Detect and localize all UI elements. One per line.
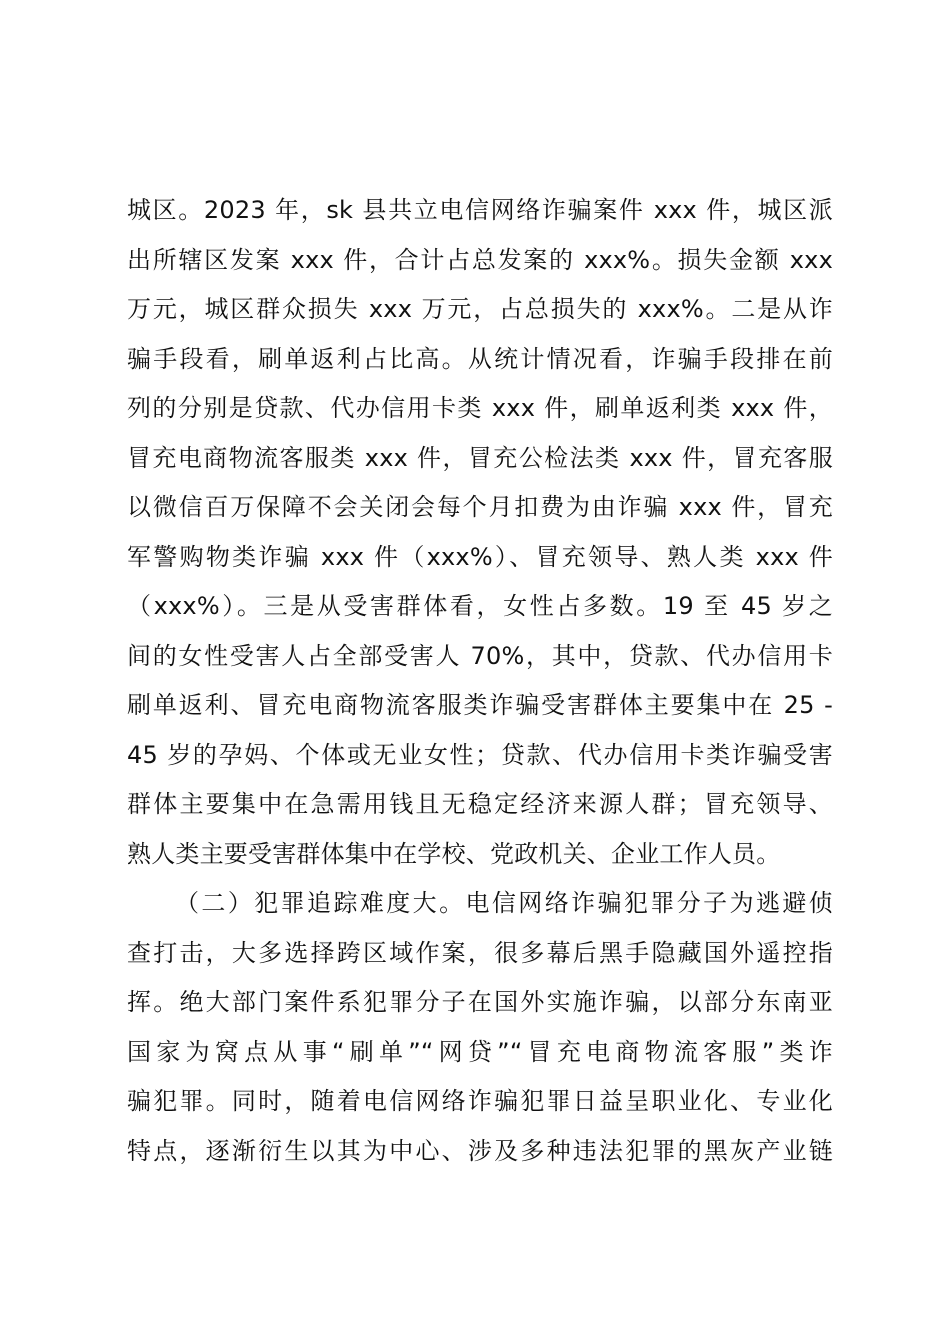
text-line: 列的分别是贷款、代办信用卡类 xxx 件，刷单返利类 xxx 件，: [127, 394, 833, 422]
text-line: 45 岁的孕妈、个体或无业女性；贷款、代办信用卡类诈骗受害: [127, 740, 833, 769]
text-line: 万元，城区群众损失 xxx 万元，占总损失的 xxx%。二是从诈: [127, 295, 833, 323]
text-line: 查打击，大多选择跨区域作案，很多幕后黑手隐藏国外遥控指: [127, 938, 833, 967]
text-line: 城区。2023 年，sk 县共立电信网络诈骗案件 xxx 件，城区派: [127, 196, 833, 224]
text-line: 国家为窝点从事“刷单”“网贷”“冒充电商物流客服”类诈: [127, 1037, 833, 1066]
text-line: 挥。绝大部门案件系犯罪分子在国外实施诈骗，以部分东南亚: [127, 988, 833, 1016]
text-line: 间的女性受害人占全部受害人 70%，其中，贷款、代办信用卡: [127, 641, 833, 670]
text-line: 群体主要集中在急需用钱且无稳定经济来源人群；冒充领导、: [127, 790, 833, 818]
text-line: 骗手段看，刷单返利占比高。从统计情况看，诈骗手段排在前: [127, 344, 833, 373]
text-line: 刷单返利、冒充电商物流客服类诈骗受害群体主要集中在 25 -: [127, 691, 833, 719]
section-heading-line: （二）犯罪追踪难度大。电信网络诈骗犯罪分子为逃避侦: [175, 889, 833, 917]
text-line: 骗犯罪。同时，随着电信网络诈骗犯罪日益呈职业化、专业化: [127, 1087, 833, 1115]
text-line: 冒充电商物流客服类 xxx 件，冒充公检法类 xxx 件，冒充客服: [127, 443, 833, 472]
text-line: （xxx%）。三是从受害群体看，女性占多数。19 至 45 岁之: [127, 592, 833, 620]
text-line: 以微信百万保障不会关闭会每个月扣费为由诈骗 xxx 件，冒充: [127, 493, 833, 521]
text-line: 军警购物类诈骗 xxx 件（xxx%）、冒充领导、熟人类 xxx 件: [127, 542, 833, 571]
text-line: 特点，逐渐衍生以其为中心、涉及多种违法犯罪的黑灰产业链: [127, 1136, 833, 1165]
text-line: 出所辖区发案 xxx 件，合计占总发案的 xxx%。损失金额 xxx: [127, 245, 833, 274]
text-line: 熟人类主要受害群体集中在学校、党政机关、企业工作人员。: [127, 839, 781, 868]
body-text: [127, 186, 833, 1176]
